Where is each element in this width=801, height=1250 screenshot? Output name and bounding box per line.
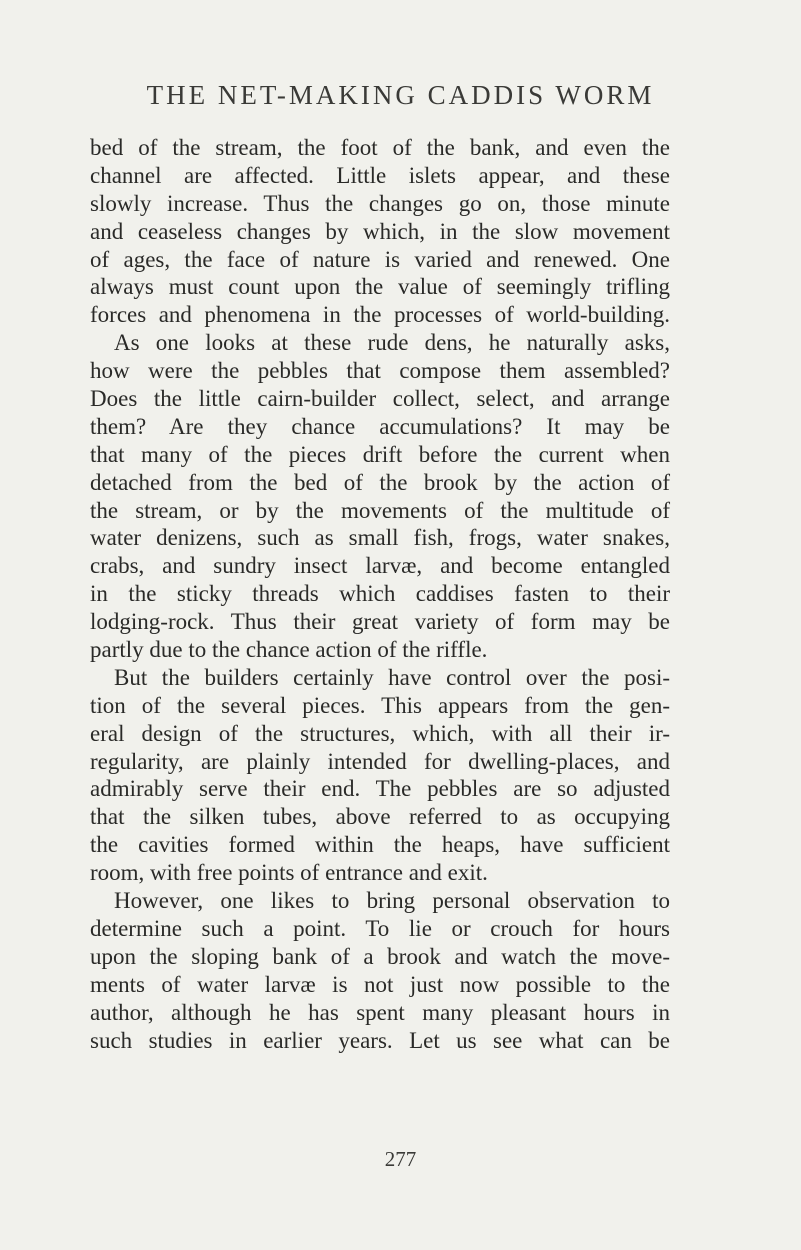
text-line: crabs, and sundry insect larvæ, and become entangled <box>90 553 670 579</box>
text-line: the cavities formed within the heaps, have sufficient <box>90 832 670 858</box>
text-line: room, with free points of entrance and exit. <box>90 860 488 886</box>
text-line: eral design of the structures, which, with all their ir- <box>90 720 670 746</box>
text-line: ments of water larvæ is not just now possible to the <box>90 971 670 997</box>
text-line: water denizens, such as small fish, frogs, water snakes, <box>90 525 670 551</box>
text-line: regularity, are plainly intended for dwelling-places, and <box>90 748 670 774</box>
text-line: in the sticky threads which caddises fasten to their <box>90 581 670 607</box>
text-line: the stream, or by the movements of the multitude of <box>90 497 670 523</box>
text-line: channel are affected. Little islets appear, and these <box>90 162 670 188</box>
running-head: THE NET-MAKING CADDIS WORM <box>146 80 655 110</box>
text-line: determine such a point. To lie or crouch for hours <box>90 915 670 941</box>
text-line: upon the sloping bank of a brook and watch the move- <box>90 943 670 969</box>
text-line: partly due to the chance action of the riffle. <box>90 637 488 663</box>
text-line: lodging-rock. Thus their great variety of form may be <box>90 609 670 635</box>
body-text <box>90 134 670 1054</box>
paragraph-start-line: But the builders certainly have control over the posi- <box>114 664 670 690</box>
text-line: always must count upon the value of seemingly trifling <box>90 274 670 300</box>
text-line: bed of the stream, the foot of the bank, and even the <box>90 135 670 160</box>
text-line: such studies in earlier years. Let us see what can be <box>90 1027 670 1053</box>
text-line: of ages, the face of nature is varied and renewed. One <box>90 246 670 272</box>
text-line: them? Are they chance accumulations? It may be <box>90 413 670 439</box>
text-line: that the silken tubes, above referred to as occupying <box>90 804 670 830</box>
text-line: and ceaseless changes by which, in the slow movement <box>90 218 670 244</box>
text-line: tion of the several pieces. This appears from the gen- <box>90 692 670 718</box>
text-line: detached from the bed of the brook by the action of <box>90 469 670 495</box>
text-line: that many of the pieces drift before the current when <box>90 441 670 467</box>
text-line: admirably serve their end. The pebbles are so adjusted <box>90 776 670 802</box>
text-line: how were the pebbles that compose them assembled? <box>90 358 670 384</box>
text-line: slowly increase. Thus the changes go on, those minute <box>90 190 670 216</box>
text-line: forces and phenomena in the processes of world-building. <box>90 302 670 328</box>
page-number: 277 <box>384 1147 417 1171</box>
text-line: Does the little cairn-builder collect, select, and arrange <box>90 386 670 412</box>
text-line: author, although he has spent many pleasant hours in <box>90 999 670 1025</box>
paragraph-start-line: As one looks at these rude dens, he naturally asks, <box>114 330 670 356</box>
paragraph-start-line: However, one likes to bring personal observation to <box>114 888 670 914</box>
